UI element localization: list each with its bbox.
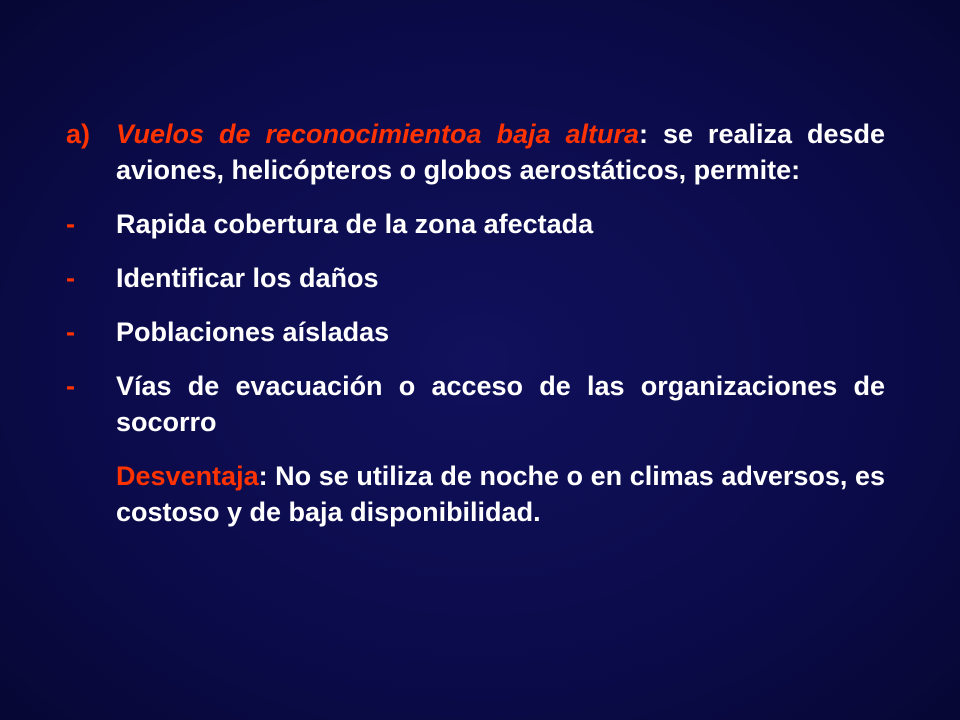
bullet-text: Poblaciones aísladas	[116, 317, 390, 347]
disadvantage-text: No se utiliza de noche o en climas adversos, es costoso y de baja disponibilidad.	[116, 461, 885, 527]
bullet-marker: -	[66, 371, 75, 401]
bullet-marker: -	[66, 209, 75, 239]
bullet-text: Identificar los daños	[116, 263, 379, 293]
intro-text	[116, 116, 885, 188]
bullet-item	[66, 314, 885, 350]
bullet-text: Rapida cobertura de la zona afectada	[116, 209, 594, 239]
bullet-marker: -	[66, 317, 75, 347]
intro-title: Vuelos de reconocimientoa baja altura	[116, 119, 639, 149]
disadvantage-paragraph	[116, 458, 885, 530]
slide-content	[66, 116, 885, 557]
intro-marker: a)	[66, 119, 91, 149]
intro-separator: :	[638, 119, 648, 149]
bullet-item	[66, 206, 885, 242]
bullet-text: Vías de evacuación o acceso de las organizaciones de socorro	[116, 371, 885, 437]
bullet-item	[66, 368, 885, 440]
intro-description: se realiza desde aviones, helicópteros o globos aerostáticos, permite:	[116, 119, 885, 185]
bullet-marker: -	[66, 263, 75, 293]
disadvantage-label: Desventaja	[116, 461, 259, 491]
intro-item	[66, 116, 885, 188]
disadvantage-separator: :	[258, 461, 268, 491]
bullet-item	[66, 260, 885, 296]
